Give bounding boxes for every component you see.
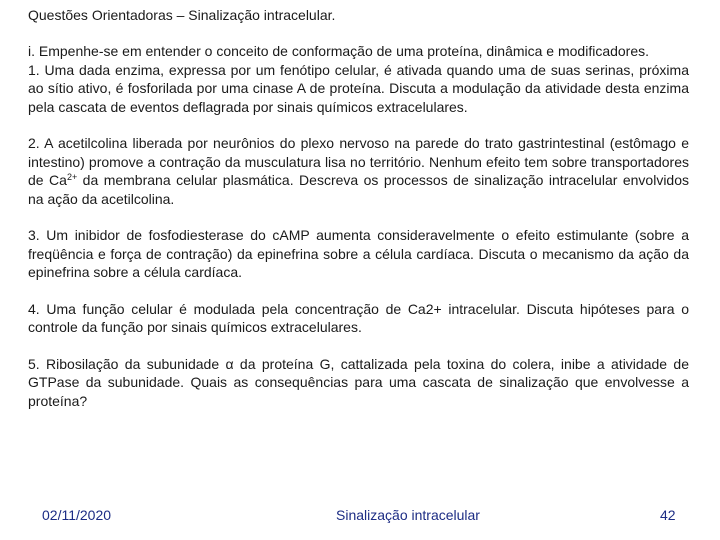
- slide-footer: [28, 493, 690, 539]
- superscript-charge: 2+: [66, 172, 78, 182]
- question-2-text-a: 2. A acetilcolina liberada por neurônios do plexo nervoso na parede do trato gastrintestinal (estômago e intestino) promove a contração da musculatura lisa no território. Nenhum efeito tem sobre transportadores de Ca: [28, 135, 689, 188]
- question-4: 4. Uma função celular é modulada pela concentração de Ca2+ intracelular. Discuta hipóteses para o controle da função por sinais químicos extracelulares.: [28, 300, 689, 335]
- paragraph-intro: [28, 42, 689, 116]
- question-5: 5. Ribosilação da subunidade α da proteína G, cattalizada pela toxina do colera, inibe a atividade de GTPase da subunidade. Quais as consequências para uma cascata de sinalização que envolvesse a proteína?: [28, 355, 689, 409]
- question-2: [28, 134, 689, 208]
- question-1: 1. Uma dada enzima, expressa por um fenótipo celular, é ativada quando uma de suas serinas, próxima ao sítio ativo, é fosforilada por uma cinase A de proteína. Discuta a modulação da atividade desta enzima pela cascata de eventos deflagrada por sinais químicos extracelulares.: [28, 61, 689, 115]
- question-3: 3. Um inibidor de fosfodiesterase do cAMP aumenta consideravelmente o efeito estimulante (sobre a freqüência e força de contração) da epinefrina sobre a célula cardíaca. Discuta o mecanismo da ação da epinefrina sobre a célula cardíaca.: [28, 227, 689, 280]
- paragraph-intro-line: i. Empenhe-se em entender o conceito de conformação de uma proteína, dinâmica e modificadores.: [28, 43, 650, 59]
- footer-date: 02/11/2020: [42, 507, 112, 523]
- footer-page-number: 42: [660, 507, 676, 523]
- question-2-text-b: da membrana celular plasmática. Descreva os processos de sinalização intracelular envolvidos na ação da acetilcolina.: [28, 172, 689, 207]
- slide-title: Questões Orientadoras – Sinalização intracelular.: [28, 7, 336, 23]
- slide-content: [28, 42, 689, 410]
- footer-title: Sinalização intracelular: [336, 507, 480, 523]
